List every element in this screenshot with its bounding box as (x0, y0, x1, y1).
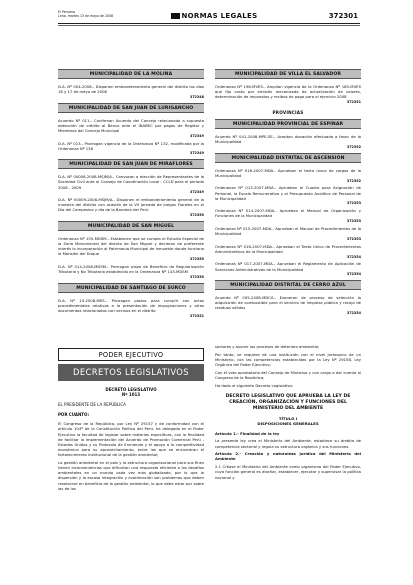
page-ref: 372349 (189, 133, 204, 138)
titulo-heading (215, 417, 361, 426)
summary-item: Ordenanza Nº 016-2007-MDA.- Aprueban el texto único de cargos de la Municipalidad (215, 167, 361, 178)
summary-item: Ordenanza Nº 016-2007-MDA.- Aprueban el Texto Único de Procedimientos Administrativos de la Municipalidad (215, 243, 361, 254)
page-ref: 372350 (189, 213, 204, 218)
article-heading: Artículo 2.- Creación y naturaleza jurídica del Ministerio del Ambiente (215, 451, 361, 462)
titulo-number: TÍTULO I (278, 416, 298, 422)
band-miraflores: MUNICIPALIDAD DE SAN JUAN DE MIRAFLORES (58, 159, 204, 169)
summary-item: Acuerdo Nº 005-2008-MDCA.- Exoneran de proceso de selección la adquisición de combustible para el servicio de limpieza pública y recojo de residuos sólidos (215, 295, 361, 311)
page-ref: 372350 (189, 274, 204, 279)
poder-ejecutivo-heading: PODER EJECUTIVO (58, 348, 204, 361)
summary-item: Ordenanza Nº 013-2007-MDA.- Aprueban el Cuadro para Asignación de Personal, la Escala Remunerativa y el Presupuesto Analítico de Personal de la Municipalidad (215, 185, 361, 201)
page-ref: 372350 (189, 257, 204, 262)
summary-item: Ordenanza Nº 014-2007-MDA.- Aprueban el Manual de Organización y Funciones de la Municipalidad (215, 208, 361, 219)
page-ref: 372351 (346, 100, 361, 105)
section-title (154, 12, 274, 20)
body-paragraph: La gestión ambiental en el país y la estructura organizacional para sus fines tienen inconveniencias que dificultan una respuesta eficiente a los desafíos ambientales en un mundo cada vez más globalizado, por lo que la dispersión y la escasa integración y coordinación son problemas que deben resolverse en beneficio de la gestión ambiental, lo que debe estar por sobre las de los (58, 460, 204, 491)
page-ref: 372349 (189, 190, 204, 195)
page-ref: 372349 (189, 151, 204, 156)
page-ref: 372351 (189, 313, 204, 318)
article-heading: Artículo 1.- Finalidad de la ley (215, 430, 280, 436)
summary-item: Ordenanza Nº 155-MDSM.- Establecen que se cumpla el Estudio Especial de la Zona Monumental del distrito de San Miguel y declaran de preferente interés la incorporación al Patrimonio Municipal de inmueble donde funciona la Mansión del Duque (58, 235, 204, 257)
provincias-heading: PROVINCIAS (272, 109, 304, 115)
summary-item: Acuerdo Nº 041-2008-MPE-SE.- Aceptan donación efectuada a favor de la Municipalidad (215, 134, 361, 145)
summary-right-column (215, 66, 361, 318)
band-villa-salvador: MUNICIPALIDAD DE VILLA EL SALVADOR (215, 69, 361, 79)
summary-left-column (58, 66, 204, 321)
section-title-text: NORMAS LEGALES (181, 12, 258, 20)
band-ascension: MUNICIPALIDAD DISTRITAL DE ASCENSIÓN (215, 153, 361, 163)
law-title: DECRETO LEGISLATIVO QUE APRUEBA LA LEY DE CREACIÓN, ORGANIZACIÓN Y FUNCIONES DEL MINISTERIO DEL AMBIENTE (225, 393, 351, 412)
body-right-column (215, 344, 361, 482)
band-la-molina: MUNICIPALIDAD DE LA MOLINA (58, 69, 204, 79)
body-paragraph: Por tanto, se requiere de una institución con el nivel jerárquico de un Ministerio, con las competencias establecidas por la Ley Nº 29158, Ley Orgánica del Poder Ejecutivo; (215, 351, 361, 368)
header-rule (58, 23, 360, 24)
summary-item: D.A. Nº 00008-2008-MSJM/A.- Convocan a elección de Representantes de la Sociedad Civil ante el Consejo de Coordinación Local - CCLD para el período 2008 - 2009 (58, 174, 204, 190)
newspaper-name: El Peruano (58, 10, 75, 14)
band-surco: MUNICIPALIDAD DE SANTIAGO DE SURCO (58, 283, 204, 293)
body-paragraph: 2.1 Créase el Ministerio del Ambiente como organismo del Poder Ejecutivo, cuya función general es diseñar, establecer, ejecutar y supervisar la política nacional y (215, 464, 361, 480)
summary-item: D.A. Nº 014-2008-MDSM.- Prorrogan plazo de Beneficio de Regularización Tributaria y No Tributaria establecido en la Ordenanza Nº 143-MDSM (58, 264, 204, 275)
summary-item: D.A. Nº 013.- Prorrogan vigencia de la Ordenanza Nº 132, modificada por la Ordenanza Nº 138 (58, 140, 204, 151)
summary-item: Acuerdo Nº 011.- Confirman Acuerdo del Concejo relacionado a supuesta obtención de crédito al Banco ante el INABEC por pagos de Regidor y Miembros del Concejo Municipal (58, 117, 204, 134)
page-ref: 372354 (346, 254, 361, 259)
page-number: 372301 (328, 12, 358, 20)
page-ref: 372353 (346, 236, 361, 241)
header-date: Lima, martes 13 de mayo de 2008 (58, 14, 114, 19)
summary-item: Ordenanza Nº 198-MVES.- Amplían vigencia de la Ordenanza Nº 185-MVES que fija costo por emisión mecanizada de actualización de valores, determinación de impuestos y recibos de pago para el ejercicio 2008 (215, 84, 361, 100)
body-paragraph: sectores y asumir los procesos de deterioro ambiental; (215, 344, 320, 349)
band-lurigancho: MUNICIPALIDAD DE SAN JUAN DE LURIGANCHO (58, 103, 204, 113)
summary-item: D.A. Nº 00009-2008-MSJM/A.- Disponen el embanderamiento general de la muestra del distrito con ocasión de la VII Jornada de Juegos Florales en el Día del Campesino y día de la Bandera del Perú (58, 197, 204, 213)
body-paragraph: La presente ley crea el Ministerio del Ambiente, establece su ámbito de competencia sectorial y regula su estructura orgánica y sus funciones. (215, 438, 361, 449)
decree-number: Nº 1013 (121, 392, 141, 397)
body-left-column (58, 344, 204, 494)
normas-logo-icon (171, 13, 180, 19)
page-ref: 372354 (346, 311, 361, 316)
summary-item: Ordenanza Nº 017-2007-MDA.- Aprueban el Reglamento de Aplicación de Sanciones Administrativas de la Municipalidad (215, 261, 361, 272)
page-ref: 372353 (346, 219, 361, 224)
page-ref: 372354 (346, 272, 361, 277)
summary-item: Ordenanza Nº 015-2007-MDA.- Aprueban el Manual de Procedimientos de la Municipalidad (215, 225, 361, 237)
page-ref: 372352 (346, 144, 361, 149)
summary-item: D.A. Nº 004-2008.- Disponen embanderamiento general del distrito los días 16 y 17 de mayo de 2008 (58, 84, 204, 95)
page-ref: 372352 (346, 178, 361, 183)
page-ref: 372353 (346, 201, 361, 206)
band-san-miguel: MUNICIPALIDAD DE SAN MIGUEL (58, 221, 204, 231)
por-cuanto-label: POR CUANTO: (58, 412, 90, 418)
presidente-line: EL PRESIDENTE DE LA REPÚBLICA (58, 402, 126, 407)
band-cerro-azul: MUNICIPALIDAD DISTRITAL DE CERRO AZUL (215, 280, 361, 290)
header-rule-thin (58, 25, 360, 26)
titulo-name: DISPOSICIONES GENERALES (257, 421, 319, 427)
body-paragraph: El Congreso de la República, por Ley Nº 29157 y de conformidad con el artículo 104º de la Constitución Política del Perú, ha delegado en el Poder Ejecutivo la facultad de legislar sobre materias específicas, con la finalidad de facilitar la implementación del Acuerdo de Promoción Comercial Perú - Estados Unidos y su Protocolo de Enmienda y el apoyo a la competitividad económica para su aprovechamiento, entre las que se encuentran el fortalecimiento institucional de la gestión ambiental; (58, 421, 204, 458)
summary-item: D.A. Nº 10-2008-MSS.- Prorrogan plazos para cumplir con actos procedimentales relativos a la presentación de impugnaciones y otros documentos relacionados con vecinos en el distrito (58, 297, 204, 314)
page-ref: 372348 (189, 94, 204, 99)
header-left (58, 10, 113, 19)
body-paragraph: Con el voto aprobatorio del Consejo de Ministros y con cargo a dar cuenta al Congreso de la República; (215, 369, 361, 380)
decretos-legislativos-heading: DECRETOS LEGISLATIVOS (58, 364, 204, 381)
decree-label: DECRETO LEGISLATIVO (105, 387, 157, 392)
band-espinar: MUNICIPALIDAD PROVINCIAL DE ESPINAR (215, 119, 361, 129)
body-paragraph: Ha dado el siguiente Decreto Legislativo: (215, 382, 294, 388)
